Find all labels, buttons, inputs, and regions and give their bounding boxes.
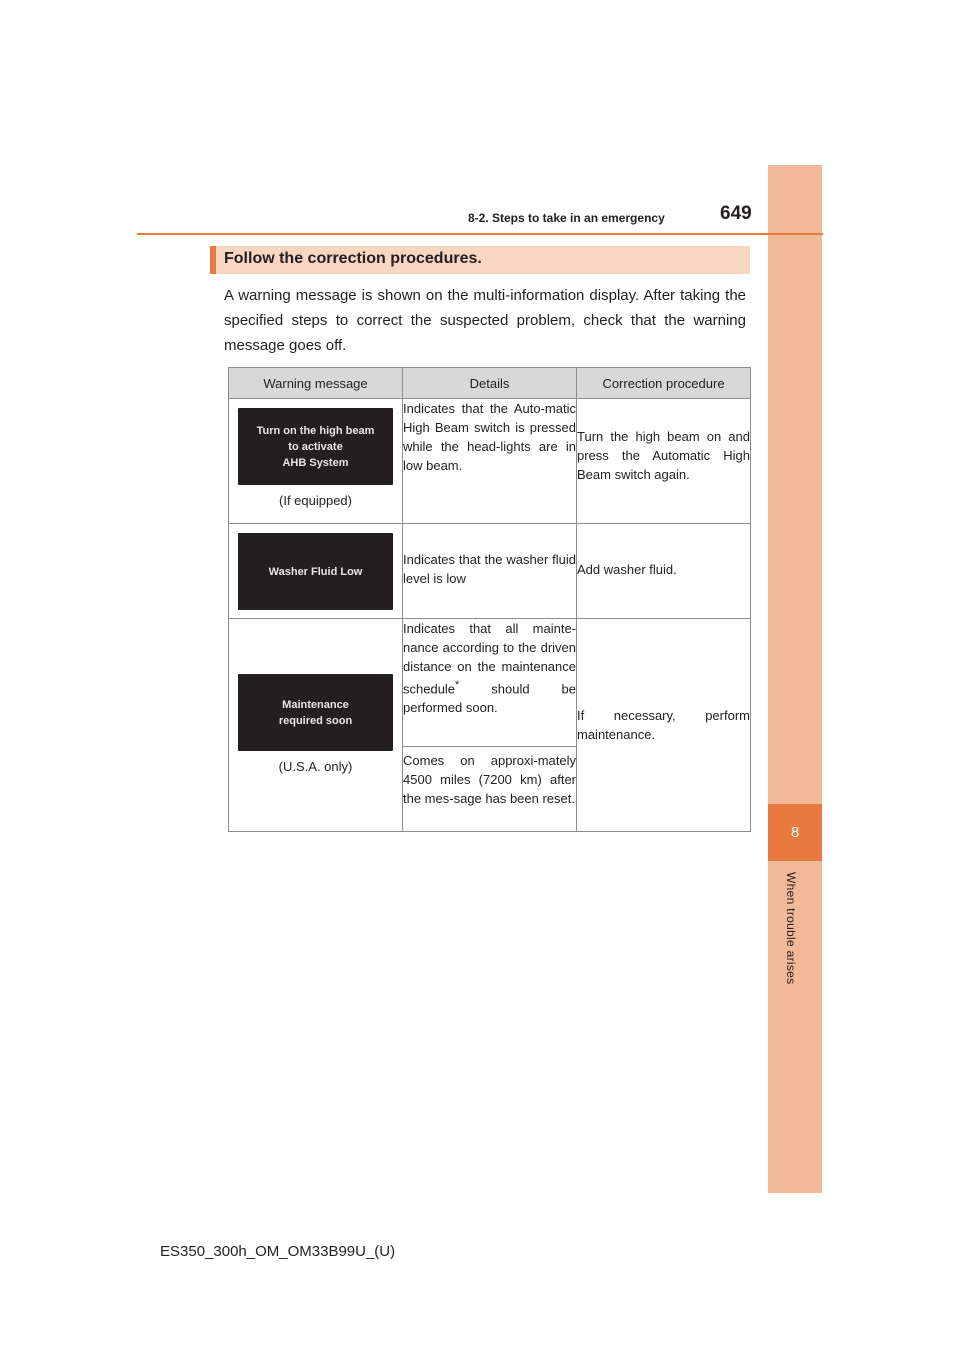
details-text: Comes on approxi-mately 4500 miles (7200 km) after the mes-sage has been reset. bbox=[403, 753, 576, 806]
display-message-image: Turn on the high beam to activate AHB System bbox=[238, 408, 393, 485]
column-header: Warning message bbox=[229, 368, 403, 399]
warning-message-cell bbox=[229, 524, 403, 619]
procedure-title: Follow the correction procedures. bbox=[224, 250, 482, 267]
section-title: 8-2. Steps to take in an emergency bbox=[468, 211, 665, 225]
header-rule bbox=[137, 233, 823, 235]
warning-message-cell bbox=[229, 399, 403, 524]
table-header-row bbox=[229, 368, 751, 399]
display-message-image: Washer Fluid Low bbox=[238, 533, 393, 610]
intro-paragraph: A warning message is shown on the multi-information display. After taking the specified steps to correct the suspected problem, check that the warning message goes off. bbox=[224, 287, 746, 354]
procedure-cell bbox=[577, 524, 751, 619]
procedure-cell bbox=[577, 399, 751, 524]
warning-message-cell bbox=[229, 619, 403, 832]
details-text-tail: should be performed soon. bbox=[403, 681, 576, 716]
message-note: (If equipped) bbox=[279, 493, 352, 508]
page-number: 649 bbox=[720, 203, 752, 224]
details-text: Indicates that the washer fluid level is low bbox=[403, 552, 576, 586]
column-header: Details bbox=[403, 368, 577, 399]
details-cell: Indicates that the Auto-matic High Beam switch is pressed while the head-lights are in low beam. bbox=[403, 399, 577, 524]
chapter-side-tab bbox=[768, 165, 822, 1193]
procedure-text: Add washer fluid. bbox=[577, 562, 677, 577]
table-row bbox=[229, 619, 751, 747]
table-row bbox=[229, 399, 751, 524]
details-cell bbox=[403, 619, 577, 747]
display-message-image: Maintenance required soon bbox=[238, 674, 393, 751]
table-row bbox=[229, 524, 751, 619]
footnote-mark: * bbox=[455, 679, 460, 691]
procedure-text: If necessary, perform maintenance. bbox=[577, 708, 750, 742]
message-note: (U.S.A. only) bbox=[278, 759, 353, 774]
procedure-text: Turn the high beam on and press the Automatic High Beam switch again. bbox=[577, 429, 750, 482]
procedure-cell bbox=[577, 619, 751, 832]
document-id: ES350_300h_OM_OM33B99U_(U) bbox=[160, 1243, 396, 1260]
procedure-title-accent bbox=[210, 246, 216, 274]
details-cell bbox=[403, 524, 577, 619]
chapter-number: 8 bbox=[768, 804, 822, 861]
details-cell bbox=[403, 747, 577, 832]
warning-message-table bbox=[228, 367, 751, 832]
details-text: Indicates that all mainte-nance according to the driven distance on the maintenance schedule bbox=[403, 621, 576, 697]
chapter-label: When trouble arises bbox=[784, 872, 798, 985]
column-header: Correction procedure bbox=[577, 368, 751, 399]
